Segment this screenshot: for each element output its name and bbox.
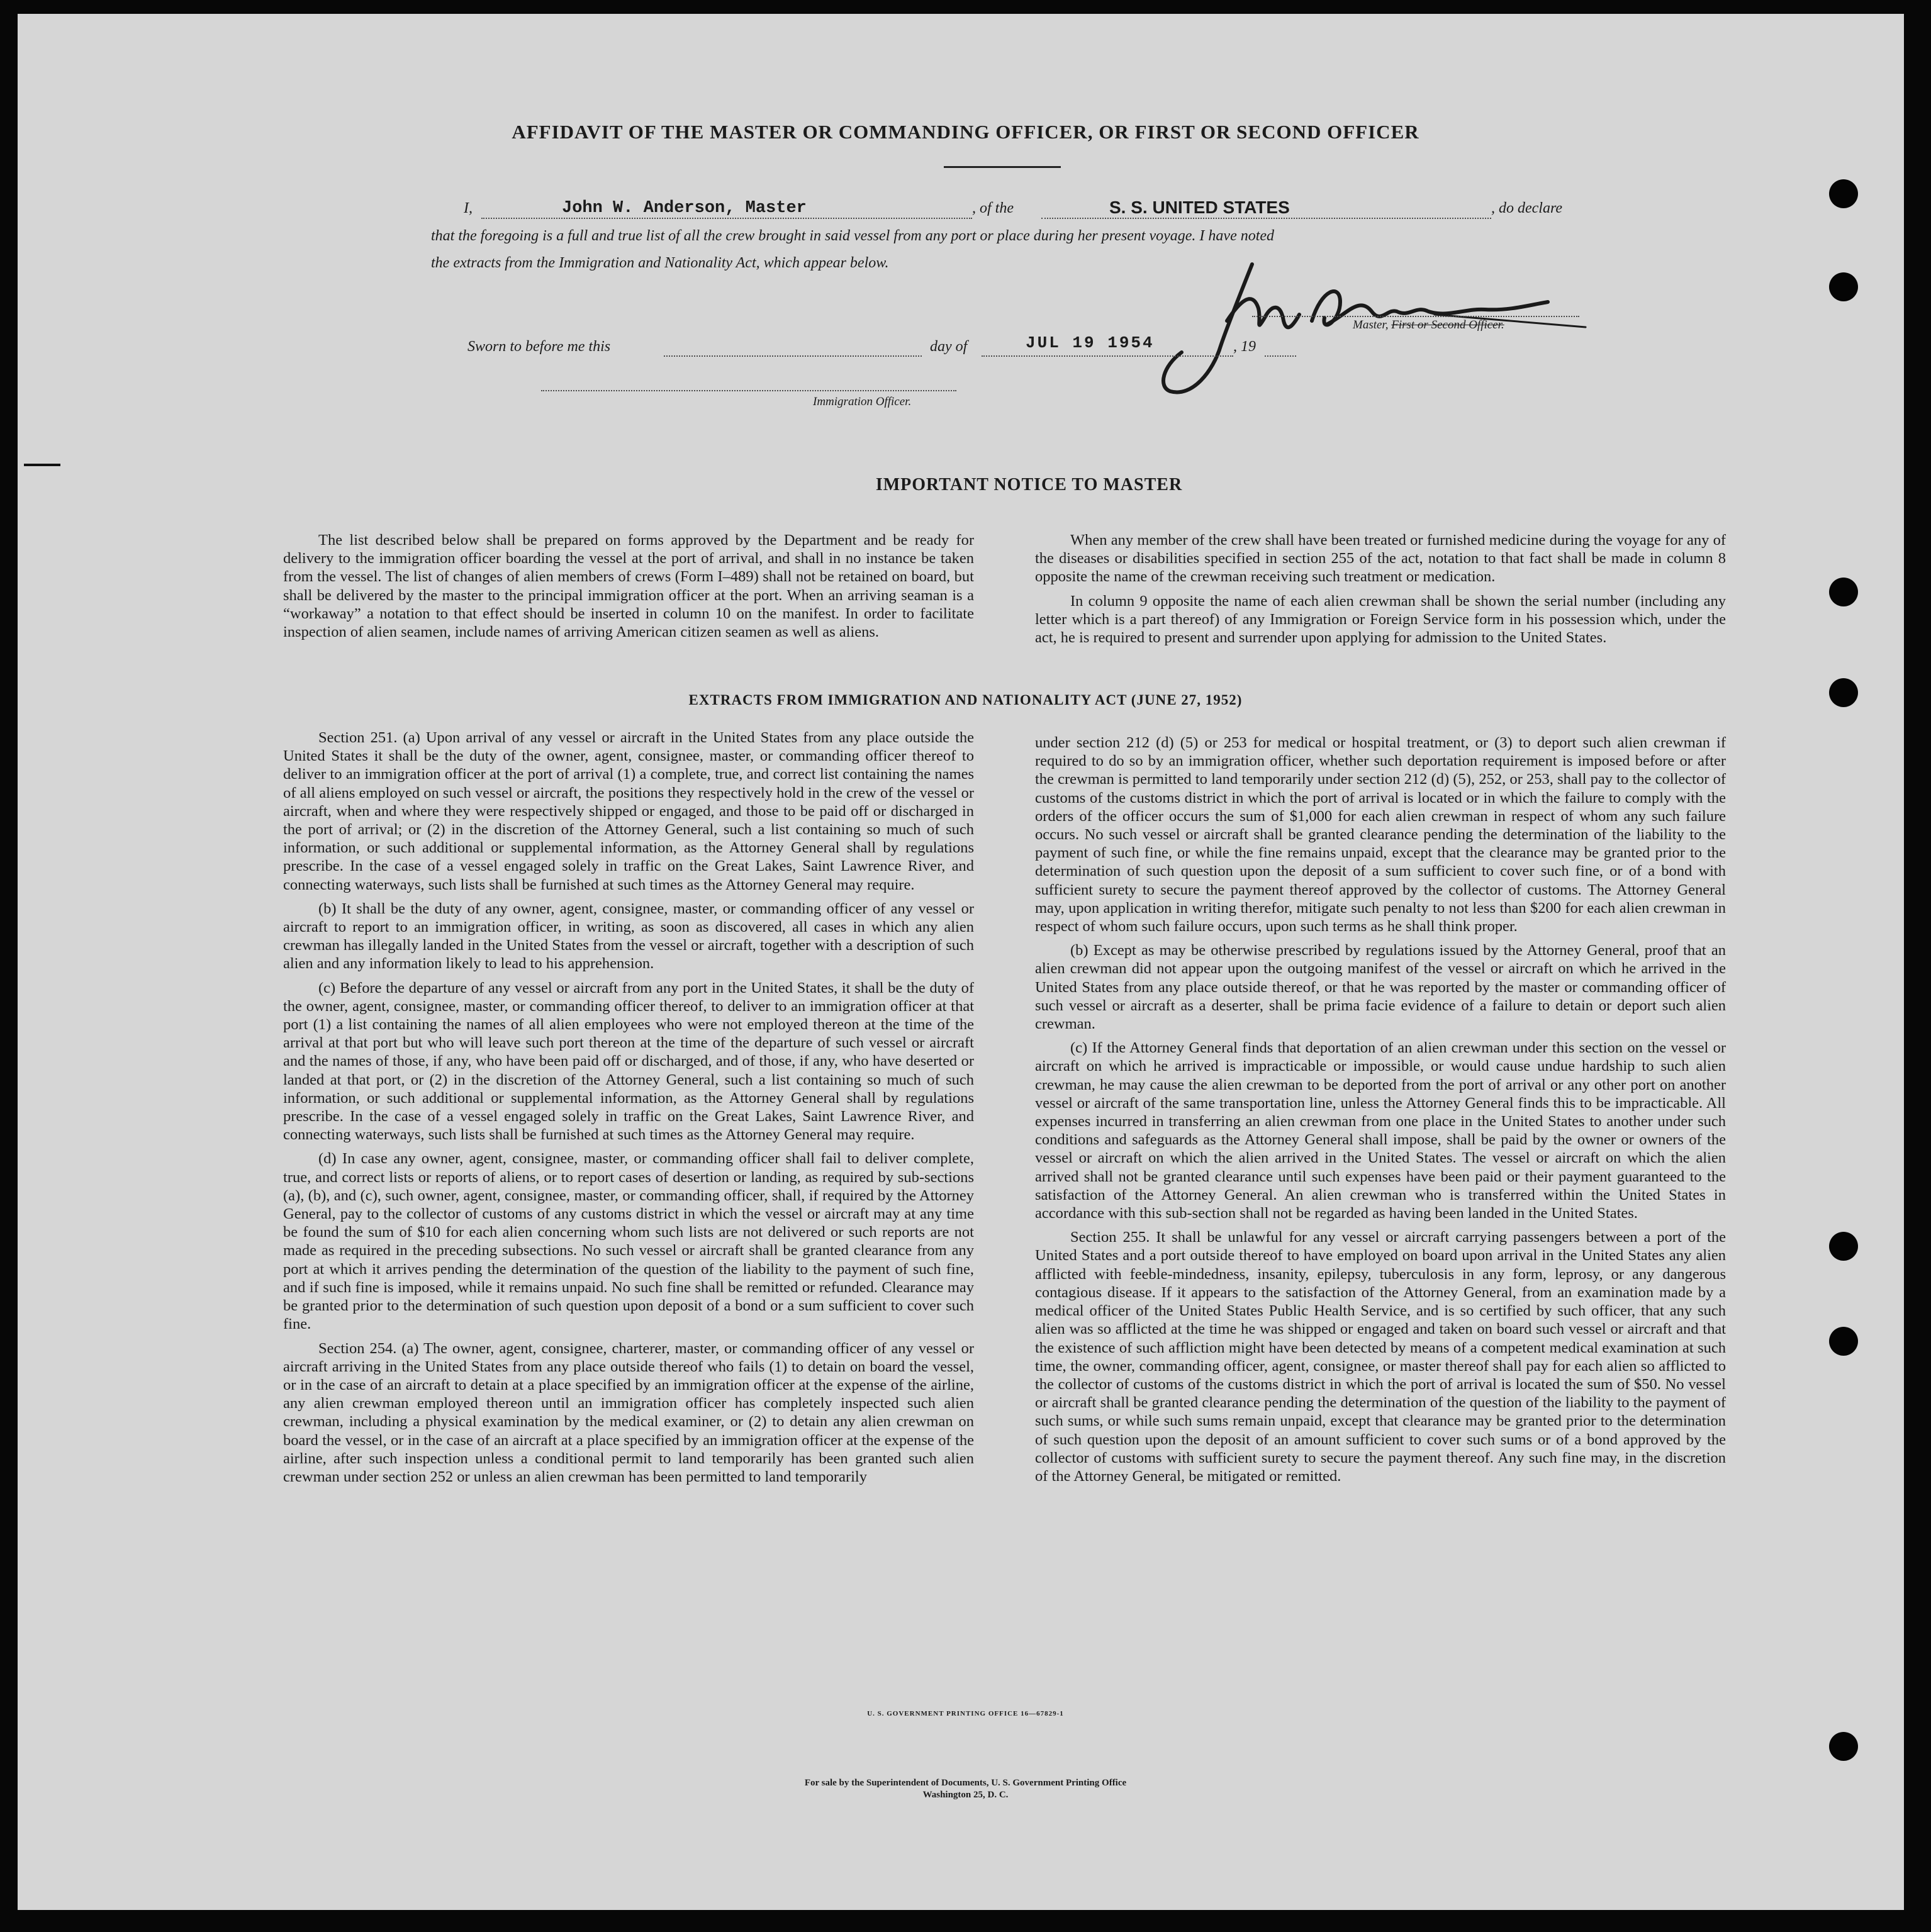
section-254-a: Section 254. (a) The owner, agent, consignee, charterer, master, or commanding officer of any vessel or aircraft arriving in the United States from any place outside thereof who fails (1) to detain on board the vessel, or in the case of an aircraft to detain at a place specified by an immigration officer at the expense of the airline, any alien crewman employed thereon until an immigration officer has completely inspected such alien crewman, including a physical examination by the medical examiner, or (2) to detain any alien crewman on board the vessel, or in the case of an aircraft at a place specified by an immigration officer at the expense of the airline, after such inspection unless a conditional permit to land temporarily has been granted such alien crewman under section 252 or unless an alien crewman has been permitted to land temporarily bbox=[283, 1339, 974, 1485]
notice-right-para-1: When any member of the crew shall have been treated or furnished medicine during the voyage for any of the diseases or disabilities specified in section 255 of the act, notation to that fact shall be made in column 8 opposite the name of the crewman receiving such treatment or medication. bbox=[1035, 532, 1726, 586]
notice-title: IMPORTANT NOTICE TO MASTER bbox=[875, 475, 1183, 494]
notice-right-para-2: In column 9 opposite the name of each alien crewman shall be shown the serial number (including any letter which is a part thereof) of any Immigration or Foreign Service form in his possession which, under the act, he is required to present and surrender upon applying for admission to the United States. bbox=[1035, 592, 1726, 647]
section-255: Section 255. It shall be unlawful for any vessel or aircraft carrying passengers between a port of the United States and a port outside thereof to have employed on board upon arrival in the United States any alien afflicted with feeble-mindedness, insanity, epilepsy, tuberculosis in any form, leprosy, or any dangerous contagious disease. If it appears to the satisfaction of the Attorney General, from an examination made by a medical officer of the United States Public Health Service, and is so certified by such officer, that any such alien was so afflicted at the time he was shipped or engaged and taken on board such vessel or aircraft and that the existence of such affliction might have been detected by means of a competent medical examination at such time, the owner, commanding officer, agent, consignee, or master thereof shall pay for each alien so afflicted to the collector of customs of the customs district in which the port of arrival is located the sum of $50. No vessel or aircraft shall be granted clearance pending the determination of the question of the liability to the payment of such sums, or while such sums remain unpaid, except that clearance may be granted prior to the determination of such question upon the deposit of an amount sufficient to cover such sums or of a bond approved by the collector of customs with sufficient surety to secure the payment thereof. Any such fine may, in the discretion of the Attorney General, be mitigated or remitted. bbox=[1035, 1229, 1726, 1485]
extracts-left-column bbox=[283, 729, 974, 1486]
of-the-label: , of the bbox=[972, 200, 1014, 216]
do-declare-label: , do declare bbox=[1491, 200, 1563, 216]
section-251-a: Section 251. (a) Upon arrival of any vessel or aircraft in the United States from any place outside the United States it shall be the duty of the owner, agent, consignee, master, or commanding officer thereof to deliver to an immigration officer at the port of arrival (1) a complete, true, and correct list containing the names of all aliens employed on such vessel or aircraft, the positions they respectively hold in the crew of the vessel or aircraft, when and where they were respectively shipped or engaged, and those to be paid off or discharged in the port of arrival; or (2) in the discretion of the Attorney General, such a list containing so much of such information, or such additional or supplemental information, as the Attorney General shall by regulations prescribe. In the case of a vessel engaged solely in traffic on the Great Lakes, Saint Lawrence River, and connecting waterways, such lists shall be furnished at such times as the Attorney General may require. bbox=[283, 729, 974, 893]
name-line bbox=[481, 218, 972, 219]
master-name: John W. Anderson, Master bbox=[562, 199, 807, 218]
notice-left-text: The list described below shall be prepared on forms approved by the Department and be ready for delivery to the immigration officer boarding the vessel at the port of arrival, and shall in no instance be taken from the vessel. The list of changes of alien members of crews (Form I–489) shall not be retained on board, but shall be delivered by the master to the principal immigration officer at the port. When an arriving seaman is a “workaway” a notation to that effect should be inserted in column 10 on the manifest. In order to facilitate inspection of alien seamen, include names of arriving American citizen seamen as well as aliens. bbox=[283, 532, 974, 641]
sworn-day-line bbox=[664, 355, 922, 357]
printing-office-line: U. S. GOVERNMENT PRINTING OFFICE 16—67829-1 bbox=[867, 1710, 1064, 1717]
extracts-title: EXTRACTS FROM IMMIGRATION AND NATIONALITY ACT (JUNE 27, 1952) bbox=[688, 692, 1243, 708]
punch-hole bbox=[1829, 272, 1858, 301]
punch-hole bbox=[1829, 578, 1858, 606]
vessel-line bbox=[1041, 218, 1491, 219]
signature-role bbox=[1353, 318, 1504, 332]
affidavit-title: AFFIDAVIT OF THE MASTER OR COMMANDING OFFICER, OR FIRST OR SECOND OFFICER bbox=[512, 121, 1419, 143]
punch-hole bbox=[1829, 1232, 1858, 1261]
year-line bbox=[1265, 355, 1296, 357]
declaration-line-3: the extracts from the Immigration and Nationality Act, which appear below. bbox=[431, 255, 889, 271]
sale-line-1: For sale by the Superintendent of Documents, U. S. Government Printing Office bbox=[804, 1778, 1127, 1788]
sale-notice bbox=[0, 1777, 1931, 1801]
punch-hole bbox=[1829, 1327, 1858, 1356]
section-254-c: (c) If the Attorney General finds that deportation of an alien crewman under this section on the vessel or aircraft on which he arrived is impracticable or impossible, or would cause undue hardship to such alien crewman, he may cause the alien crewman to be deported from the port of arrival or any other port on another vessel or aircraft of the same transportation line, unless the Attorney General finds this to be impracticable. All expenses incurred in transferring an alien crewman from one place in the United States to another under such conditions and safeguards as the Attorney General shall impose, shall be paid by the owner or owners of the vessel or aircraft on which the alien arrived in the United States. The vessel or aircraft on which the alien arrived shall not be granted clearance until such expenses have been paid or their payment guaranteed to the satisfaction of the Attorney General. An alien crewman who is transferred within the United States in accordance with this sub-section shall not be regarded as having been landed in the United States. bbox=[1035, 1039, 1726, 1222]
section-254-b: (b) Except as may be otherwise prescribed by regulations issued by the Attorney General, proof that an alien crewman did not appear upon the outgoing manifest of the vessel or aircraft on which he arrived in the United States from any place outside thereof, or that he was reported by the master or commanding officer of such vessel or aircraft as a deserter, shall be prima facie evidence of a failure to detain or deport such alien crewman. bbox=[1035, 942, 1726, 1033]
section-254-a-continued: under section 212 (d) (5) or 253 for medical or hospital treatment, or (3) to deport such alien crewman if required to do so by an immigration officer, whether such deportation requirement is imposed before or after the crewman is permitted to land temporarily under section 212 (d) (5), 252, or 253, shall pay to the collector of customs of the customs district in which the port of arrival is located or in which the failure to comply with the orders of the officer occurs the sum of $1,000 for each alien crewman in respect of whom any such failure occurs. No such vessel or aircraft shall be granted clearance pending the determination of the liability to the payment of such fine, or while the fine remains unpaid, except that the clearance may be granted prior to the determination of such question upon the deposit of a sum sufficient to cover such fine, or of a bond with sufficient surety to secure the payment thereof approved by the collector of customs. The Attorney General may, upon application in writing therefor, mitigate such penalty to not less than $200 for each alien crewman in respect of whom such failure occurs, upon such terms as he shall think proper. bbox=[1035, 734, 1726, 935]
edge-mark bbox=[24, 464, 60, 466]
declaration-line-2: that the foregoing is a full and true list of all the crew brought in said vessel from any port or place during her present voyage. I have noted bbox=[431, 228, 1275, 244]
vessel-name: S. S. UNITED STATES bbox=[1109, 198, 1290, 217]
title-rule bbox=[944, 166, 1061, 168]
section-251-b: (b) It shall be the duty of any owner, agent, consignee, master, or commanding officer of any vessel or aircraft to report to an immigration officer, in writing, as soon as discovered, all cases in which any alien crewman has illegally landed in the United States from the vessel or aircraft, together with a description of such alien and any information likely to lead to his apprehension. bbox=[283, 900, 974, 973]
sworn-month-line bbox=[982, 355, 1233, 357]
punch-hole bbox=[1829, 179, 1858, 208]
role-master: Master, bbox=[1353, 318, 1392, 332]
sale-line-2: Washington 25, D. C. bbox=[922, 1790, 1009, 1800]
section-251-c: (c) Before the departure of any vessel or aircraft from any port in the United States, it shall be the duty of the owner, agent, consignee, master, or commanding officer thereof, to deliver to an immigration officer at that port (1) a list containing the names of all alien employees who were not employed thereon at the time of the arrival at that port but who will leave such port thereon at the time of the departure of such vessel or aircraft and the names of those, if any, who have been paid off or discharged, and of those, if any, who have deserted or landed at that port, or (2) in the discretion of the Attorney General, such a list containing so much of such information, or such additional or supplemental information, as the Attorney General shall by regulations prescribe. In the case of a vessel engaged solely in traffic on the Great Lakes, Saint Lawrence River, and connecting waterways, such lists shall be furnished at such times as the Attorney General may require. bbox=[283, 979, 974, 1144]
declarant-prefix: I, bbox=[464, 200, 473, 216]
extracts-right-column bbox=[1035, 734, 1726, 1485]
day-of-label: day of bbox=[930, 338, 968, 355]
sworn-label: Sworn to before me this bbox=[467, 338, 611, 355]
role-struck: First or Second Officer. bbox=[1391, 318, 1504, 332]
signature-line bbox=[1252, 316, 1579, 317]
section-251-d: (d) In case any owner, agent, consignee, master, or commanding officer shall fail to deliver complete, true, and correct lists or reports of aliens, or to report cases of desertion or landing, as required by sub-sections (a), (b), and (c), such owner, agent, consignee, master, or commanding officer, shall, if required by the Attorney General, pay to the collector of customs of any customs district in which the vessel or aircraft may at any time be found the sum of $10 for each alien concerning whom such lists are not delivered or such reports are not made as required in the preceding subsections. No such vessel or aircraft shall be granted clearance from any port at which it arrives pending the determination of the question of the liability to the payment of such fine, and if such fine is imposed, while it remains unpaid. No such fine shall be remitted or refunded. Clearance may be granted prior to the determination of such question upon deposit of a bond or a sum sufficient to cover such fine. bbox=[283, 1150, 974, 1333]
year-prefix: , 19 bbox=[1233, 338, 1256, 355]
sworn-date-stamp: JUL 19 1954 bbox=[1026, 333, 1155, 352]
punch-hole bbox=[1829, 1732, 1858, 1761]
notice-right-column bbox=[1035, 531, 1726, 647]
immigration-officer-line bbox=[541, 390, 956, 391]
notice-left-column bbox=[283, 531, 974, 641]
immigration-officer-label: Immigration Officer. bbox=[813, 395, 912, 408]
